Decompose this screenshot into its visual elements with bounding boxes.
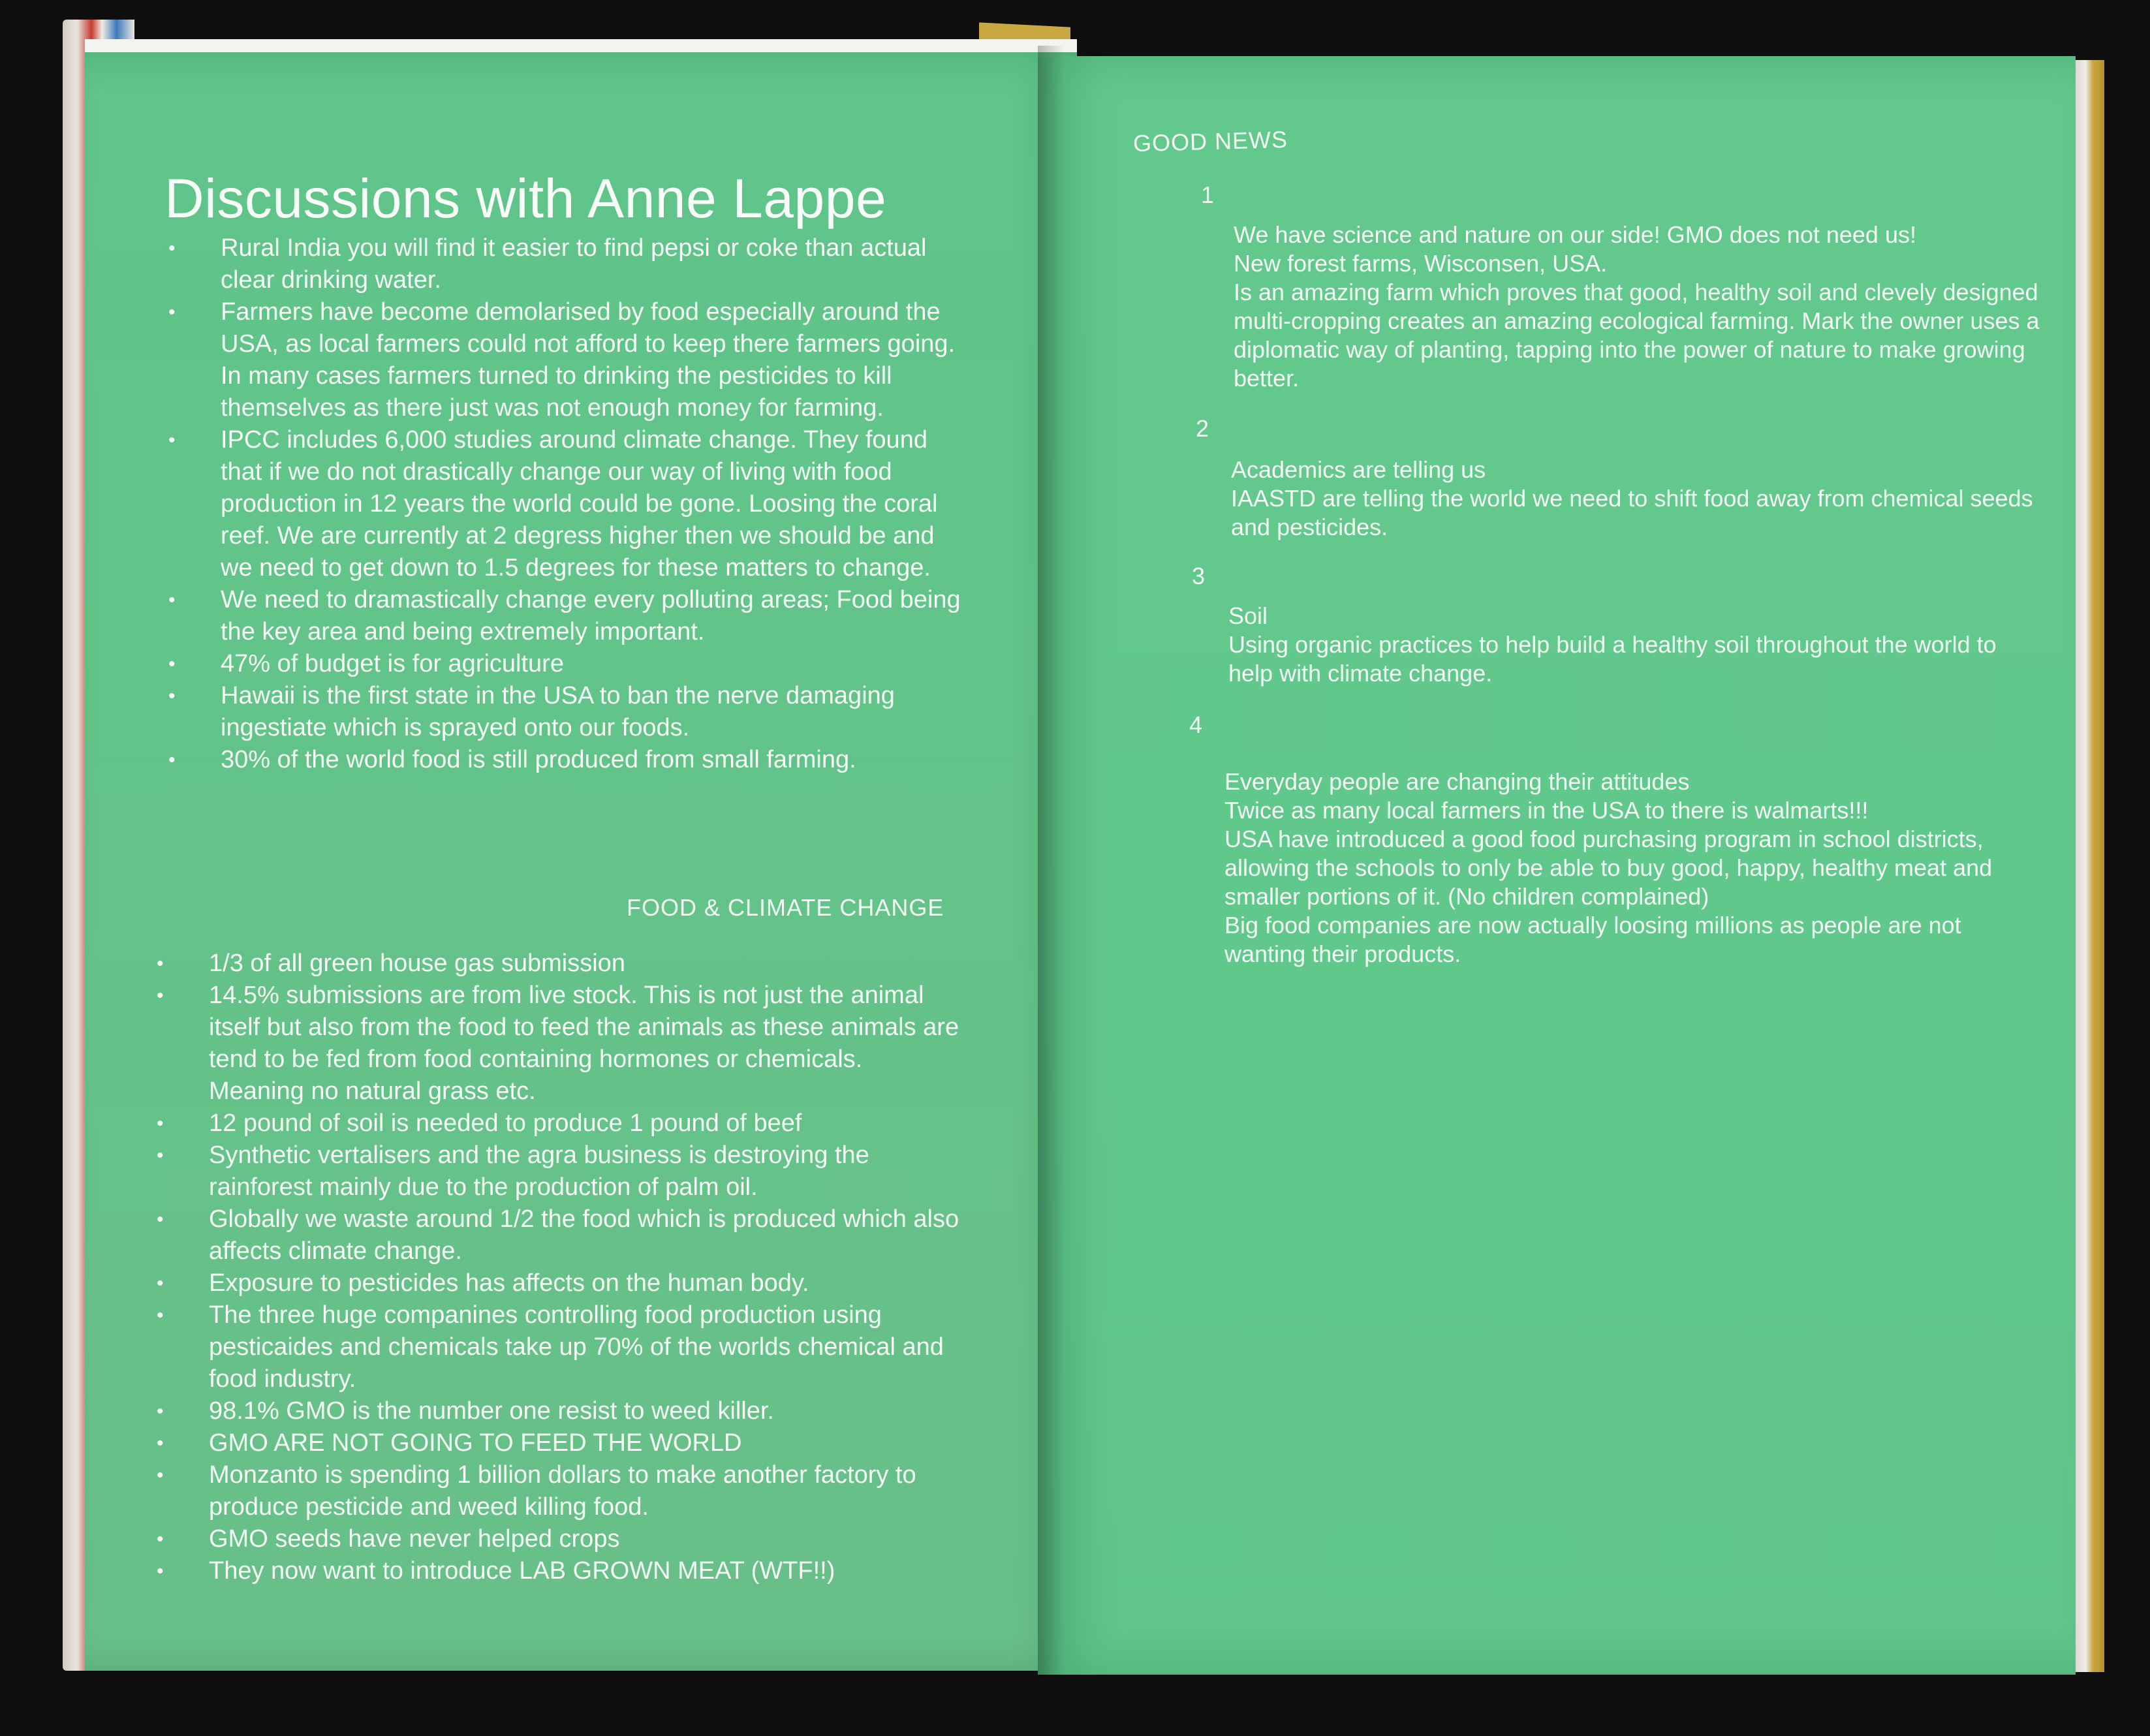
- list-item: • 14.5% submissions are from live stock. This is not just the animal itself but also from the food to feed the animals as these animals are tend to be fed from food containing hormones or chemicals. Meaning no natural grass etc.: [157, 980, 959, 1108]
- item-line: Soil: [1228, 602, 1268, 629]
- item-line: New forest farms, Wisconsen, USA.: [1234, 250, 1608, 277]
- good-news-item-3: [1228, 602, 2038, 688]
- item-line: Everyday people are changing their attitudes: [1224, 768, 1690, 795]
- item-line: IAASTD are telling the world we need to shift food away from chemical seeds and pesticides.: [1231, 485, 2033, 540]
- list-item: • 98.1% GMO is the number one resist to weed killer.: [157, 1395, 959, 1427]
- list-item: • 12 pound of soil is needed to produce 1 pound of beef: [157, 1108, 959, 1139]
- list-item: • GMO ARE NOT GOING TO FEED THE WORLD: [157, 1427, 959, 1459]
- list-item: • 1/3 of all green house gas submission: [157, 948, 959, 980]
- item-line: Academics are telling us: [1231, 456, 1486, 483]
- item-number: 2: [1196, 415, 1209, 442]
- good-news-item-1: [1234, 221, 2043, 393]
- list-item: • Farmers have become demolarised by food especially around the USA, as local farmers could not afford to keep there farmers going. In many cases farmers turned to drinking the pesticides to kill themselves as there just was not enough money for farming.: [168, 296, 971, 424]
- item-number: 1: [1201, 181, 1215, 208]
- list-item: • Synthetic vertalisers and the agra business is destroying the rainforest mainly due to the production of palm oil.: [157, 1139, 959, 1203]
- page-title: Discussions with Anne Lappe: [164, 168, 887, 230]
- list-item: • Globally we waste around 1/2 the food which is produced which also affects climate change.: [157, 1203, 959, 1267]
- bullet-list-anne-lappe: [168, 232, 971, 776]
- gold-page-edge-right: [2076, 60, 2104, 1672]
- list-item: • Hawaii is the first state in the USA to ban the nerve damaging ingestiate which is sprayed onto our foods.: [168, 680, 971, 744]
- list-item: • Exposure to pesticides has affects on the human body.: [157, 1267, 959, 1299]
- list-item: • They now want to introduce LAB GROWN MEAT (WTF!!): [157, 1555, 959, 1587]
- list-item: • GMO seeds have never helped crops: [157, 1523, 959, 1555]
- list-item: • Monzanto is spending 1 billion dollars to make another factory to produce pesticide and weed killing food.: [157, 1459, 959, 1523]
- item-line: Twice as many local farmers in the USA to there is walmarts!!!: [1224, 797, 1869, 824]
- list-item: • Rural India you will find it easier to find pepsi or coke than actual clear drinking water.: [168, 232, 971, 296]
- good-news-item-4: [1224, 767, 2034, 969]
- book-gutter: [1038, 46, 1064, 1677]
- item-line: Is an amazing farm which proves that good, healthy soil and clevely designed multi-cropping creates an amazing ecological farming. Mark the owner uses a diplomatic way of planting, tapping into the power of nature to make growing better.: [1234, 279, 2040, 392]
- list-item: • 47% of budget is for agriculture: [168, 648, 971, 680]
- section-heading-food-climate: FOOD & CLIMATE CHANGE: [627, 894, 944, 921]
- good-news-item-2: [1231, 456, 2040, 542]
- item-number: 3: [1192, 563, 1206, 589]
- list-item: • 30% of the world food is still produced from small farming.: [168, 744, 971, 776]
- good-news-heading: GOOD NEWS: [1132, 125, 1288, 157]
- item-number: 4: [1189, 711, 1203, 738]
- item-line: Using organic practices to help build a healthy soil throughout the world to help with climate change.: [1228, 631, 1997, 687]
- list-item: • IPCC includes 6,000 studies around climate change. They found that if we do not drastically change our way of living with food production in 12 years the world could be gone. Loosing the coral reef. We are currently at 2 degress higher then we should be and we need to get down to 1.5 degrees for these matters to change.: [168, 424, 971, 584]
- item-line: We have science and nature on our side! GMO does not need us!: [1234, 221, 1916, 248]
- list-item: • The three huge companines controlling food production using pesticaides and chemicals take up 70% of the worlds chemical and food industry.: [157, 1299, 959, 1395]
- list-item: • We need to dramastically change every polluting areas; Food being the key area and being extremely important.: [168, 584, 971, 648]
- bullet-list-food-climate: [157, 948, 959, 1587]
- item-line: USA have introduced a good food purchasing program in school districts, allowing the schools to only be able to buy good, happy, healthy meat and smaller portions of it. (No children complained): [1224, 826, 1993, 910]
- item-line: Big food companies are now actually loosing millions as people are not wanting their products.: [1224, 912, 1961, 967]
